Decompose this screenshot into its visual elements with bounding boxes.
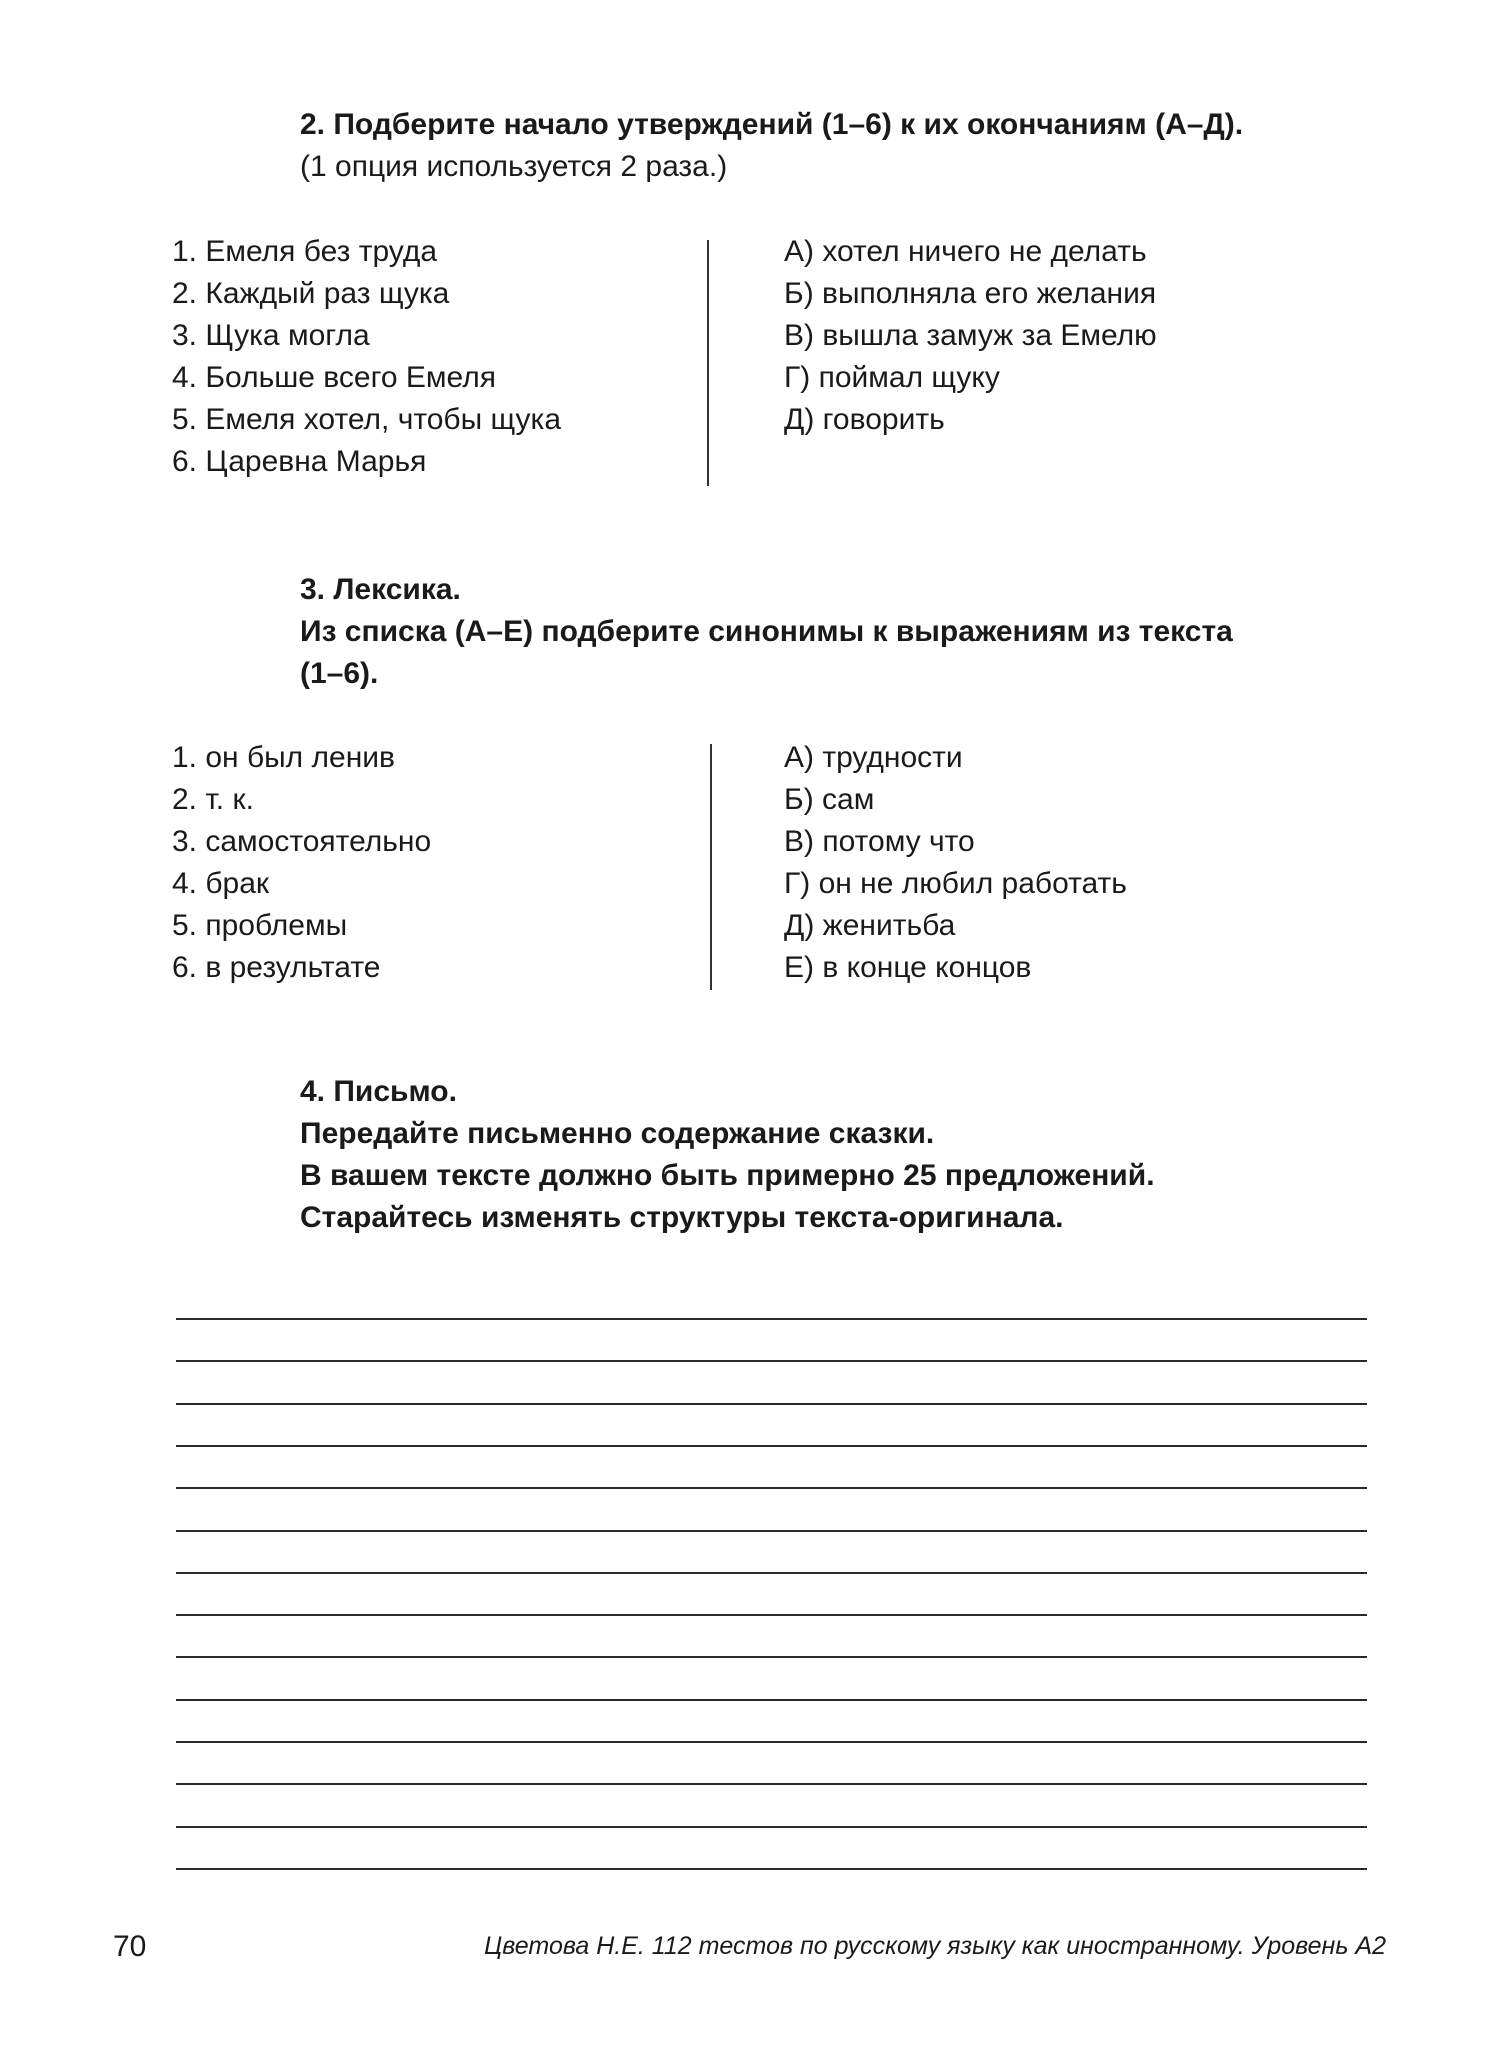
task-4-instruction: Старайтесь изменять структуры текста-оригинала. (300, 1201, 1064, 1234)
task-3-instruction: (1–6). (300, 657, 379, 690)
task-3-right-list (784, 737, 1127, 989)
page-number: 70 (113, 1930, 147, 1963)
writing-line[interactable] (176, 1403, 1367, 1405)
writing-line[interactable] (176, 1826, 1367, 1828)
writing-line[interactable] (176, 1783, 1367, 1785)
task-4-instruction: В вашем тексте должно быть примерно 25 предложений. (300, 1159, 1155, 1192)
list-item: А) трудности (784, 741, 963, 774)
column-divider (710, 744, 712, 990)
task-2-header (300, 104, 1243, 188)
task-4-instruction: Передайте письменно содержание сказки. (300, 1117, 935, 1150)
list-item: Г) он не любил работать (784, 867, 1127, 900)
task-3-title: 3. Лексика. (300, 573, 461, 606)
writing-line[interactable] (176, 1530, 1367, 1532)
column-divider (707, 240, 709, 486)
list-item: 2. Каждый раз щука (172, 277, 450, 310)
writing-line[interactable] (176, 1487, 1367, 1489)
task-2-note: (1 опция используется 2 раза.) (300, 150, 728, 183)
task-3-header (300, 569, 1233, 695)
list-item: 6. в результате (172, 951, 381, 984)
list-item: Г) поймал щуку (784, 361, 1000, 394)
writing-line[interactable] (176, 1572, 1367, 1574)
list-item: 1. Емеля без труда (172, 235, 438, 268)
task-4-header (300, 1071, 1155, 1239)
list-item: Б) сам (784, 783, 875, 816)
list-item: В) потому что (784, 825, 975, 858)
list-item: А) хотел ничего не делать (784, 235, 1147, 268)
writing-line[interactable] (176, 1614, 1367, 1616)
writing-line[interactable] (176, 1699, 1367, 1701)
list-item: 5. Емеля хотел, чтобы щука (172, 403, 562, 436)
writing-line[interactable] (176, 1656, 1367, 1658)
list-item: 5. проблемы (172, 909, 348, 942)
task-2-right-list (784, 231, 1157, 441)
list-item: 2. т. к. (172, 783, 254, 816)
list-item: 3. Щука могла (172, 319, 370, 352)
writing-line[interactable] (176, 1360, 1367, 1362)
list-item: 6. Царевна Марья (172, 445, 427, 478)
writing-line[interactable] (176, 1741, 1367, 1743)
task-3-left-list (172, 737, 431, 989)
list-item: 4. брак (172, 867, 270, 900)
list-item: В) вышла замуж за Емелю (784, 319, 1157, 352)
task-2-left-list (172, 231, 561, 483)
list-item: 4. Больше всего Емеля (172, 361, 496, 394)
task-4-title: 4. Письмо. (300, 1075, 457, 1108)
list-item: Д) говорить (784, 403, 945, 436)
list-item: Е) в конце концов (784, 951, 1032, 984)
writing-line[interactable] (176, 1445, 1367, 1447)
task-3-instruction: Из списка (А–Е) подберите синонимы к выражениям из текста (300, 615, 1233, 648)
task-2-title: 2. Подберите начало утверждений (1–6) к их окончаниям (А–Д). (300, 108, 1244, 141)
writing-line[interactable] (176, 1318, 1367, 1320)
list-item: Д) женитьба (784, 909, 956, 942)
list-item: 3. самостоятельно (172, 825, 432, 858)
writing-line[interactable] (176, 1868, 1367, 1870)
footer-source: Цветова Н.Е. 112 тестов по русскому языку как иностранному. Уровень А2 (484, 1932, 1386, 1960)
list-item: 1. он был ленив (172, 741, 395, 774)
list-item: Б) выполняла его желания (784, 277, 1157, 310)
